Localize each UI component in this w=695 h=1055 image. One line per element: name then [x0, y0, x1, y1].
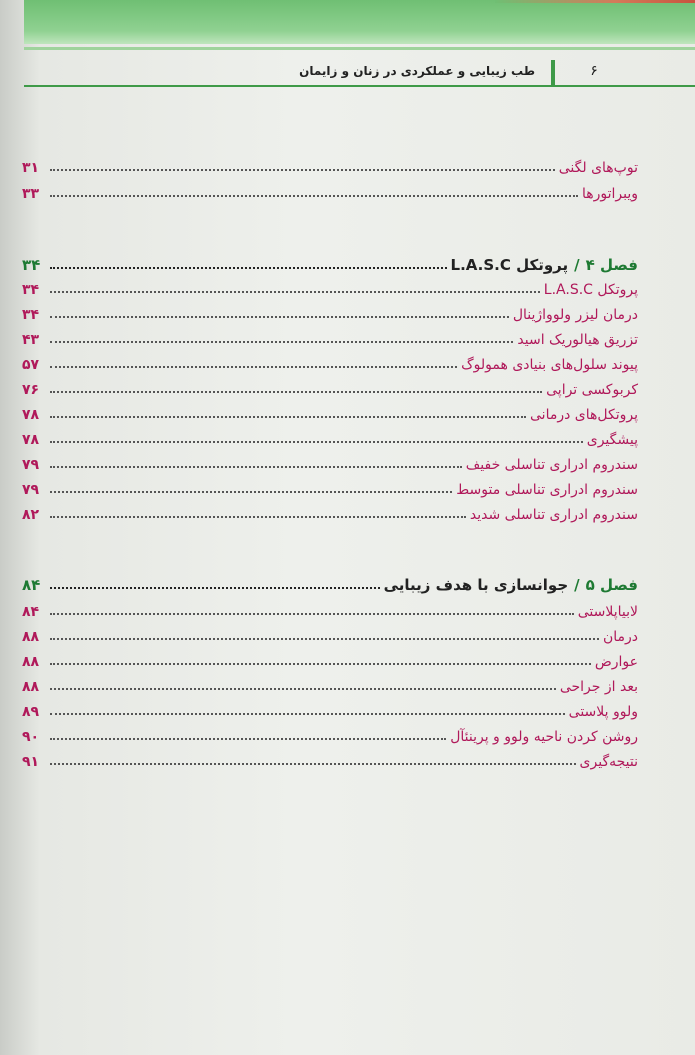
toc-entry-label: ویبراتورها: [581, 186, 638, 202]
chapter-heading-label: [447, 256, 638, 274]
toc-entry-page: ۷۹: [22, 457, 40, 473]
toc-entry-page: ۷۸: [22, 432, 40, 448]
toc-entry[interactable]: [22, 721, 638, 745]
dot-leader: [50, 366, 457, 368]
toc-entry[interactable]: [22, 324, 638, 348]
toc-entry[interactable]: [22, 696, 638, 720]
toc-entry-label: روشن کردن ناحیه ولوو و پرینئآل: [450, 729, 638, 745]
toc-entry-page: ۸۸: [22, 654, 40, 670]
toc-entry[interactable]: [22, 274, 638, 298]
dot-leader: [50, 466, 462, 468]
dot-leader: [50, 267, 447, 269]
toc-entry[interactable]: [22, 474, 638, 498]
book-title: طب زیبایی و عملکردی در زنان و زایمان: [299, 64, 535, 78]
dot-leader: [50, 713, 565, 715]
chapter-heading-4[interactable]: [22, 248, 638, 274]
toc-entry[interactable]: [22, 746, 638, 770]
dot-leader: [50, 613, 574, 615]
toc-entry[interactable]: [22, 646, 638, 670]
toc-entry[interactable]: [22, 449, 638, 473]
toc-entry-page: ۳۴: [22, 307, 40, 323]
toc-entry-label: سندروم ادراری تناسلی خفیف: [465, 457, 638, 473]
toc-entry[interactable]: [22, 671, 638, 695]
toc-entry-label: پروتکل L.A.S.C: [543, 282, 638, 298]
chapter-heading-5[interactable]: [22, 568, 638, 594]
dot-leader: [50, 763, 576, 765]
dot-leader: [50, 663, 591, 665]
toc-entry-label: عوارض: [594, 654, 638, 670]
dot-leader: [50, 316, 509, 318]
chapter-prefix: فصل ۴: [585, 256, 638, 274]
dot-leader: [50, 516, 466, 518]
toc-entry-page: ۳۳: [22, 186, 40, 202]
dot-leader: [50, 587, 380, 589]
toc-entry-page: ۷۹: [22, 482, 40, 498]
dot-leader: [50, 169, 555, 171]
toc-entry[interactable]: [22, 374, 638, 398]
toc-entry-page: ۹۰: [22, 729, 40, 745]
chapter-separator: /: [574, 576, 580, 594]
toc-entry-label: تزریق هیالوریک اسید: [517, 332, 638, 348]
chapter-title: جوانسازی با هدف زیبایی: [383, 576, 569, 594]
toc-entry-label: کربوکسی تراپی: [546, 382, 638, 398]
header-divider: [551, 60, 555, 87]
top-color-band: [24, 0, 695, 44]
toc-entry-page: ۷۸: [22, 407, 40, 423]
toc-entry-label: سندروم ادراری تناسلی شدید: [469, 507, 638, 523]
toc-entry-page: ۵۷: [22, 357, 40, 373]
toc-entry[interactable]: [22, 499, 638, 523]
dot-leader: [50, 341, 513, 343]
chapter-page: ۳۴: [22, 256, 41, 274]
dot-leader: [50, 195, 578, 197]
toc-entry-page: ۸۹: [22, 704, 40, 720]
chapter-separator: /: [574, 256, 580, 274]
dot-leader: [50, 638, 599, 640]
toc-entry-label: لابیاپلاستی: [577, 604, 638, 620]
toc-entry-page: ۹۱: [22, 754, 40, 770]
toc-entry-page: ۷۶: [22, 382, 40, 398]
toc-entry[interactable]: [22, 299, 638, 323]
toc-entry-page: ۸۴: [22, 604, 40, 620]
toc-entry-label: بعد از جراحی: [559, 679, 638, 695]
page-number: ۶: [590, 63, 598, 79]
dot-leader: [50, 738, 446, 740]
toc-entry-label: پروتکل‌های درمانی: [530, 407, 638, 423]
toc-entry[interactable]: [22, 349, 638, 373]
band-accent: [495, 0, 695, 3]
toc-entry-page: ۸۸: [22, 629, 40, 645]
toc-entry-label: درمان: [602, 629, 638, 645]
toc-entry[interactable]: [22, 424, 638, 448]
toc-entry-page: ۳۱: [22, 160, 40, 176]
toc-entry-label: نتیجه‌گیری: [579, 754, 638, 770]
header-rule: [24, 85, 695, 87]
running-header: [24, 56, 695, 88]
toc-entry[interactable]: [22, 178, 638, 202]
toc-entry-page: ۳۴: [22, 282, 40, 298]
chapter-prefix: فصل ۵: [585, 576, 638, 594]
toc-entry-label: توپ‌های لگنی: [558, 160, 638, 176]
chapter-title: پروتکل L.A.S.C: [450, 256, 569, 274]
toc-entry-page: ۴۳: [22, 332, 40, 348]
dot-leader: [50, 688, 556, 690]
toc-entry-label: سندروم ادراری تناسلی متوسط: [456, 482, 638, 498]
dot-leader: [50, 441, 583, 443]
toc-entry-page: ۸۸: [22, 679, 40, 695]
toc-entry-label: درمان لیزر ولوواژینال: [512, 307, 638, 323]
toc-entry[interactable]: [22, 621, 638, 645]
chapter-page: ۸۴: [22, 576, 41, 594]
toc-entry-page: ۸۲: [22, 507, 40, 523]
top-rule: [24, 47, 695, 50]
toc-entry-label: پیوند سلول‌های بنیادی همولوگ: [461, 357, 638, 373]
chapter-heading-label: [380, 576, 638, 594]
toc-entry-label: پیشگیری: [586, 432, 638, 448]
dot-leader: [50, 391, 542, 393]
dot-leader: [50, 291, 540, 293]
toc-entry[interactable]: [22, 399, 638, 423]
dot-leader: [50, 491, 452, 493]
dot-leader: [50, 416, 526, 418]
toc-entry[interactable]: [22, 152, 638, 176]
toc-entry-label: ولوو پلاستی: [568, 704, 638, 720]
toc-entry[interactable]: [22, 596, 638, 620]
